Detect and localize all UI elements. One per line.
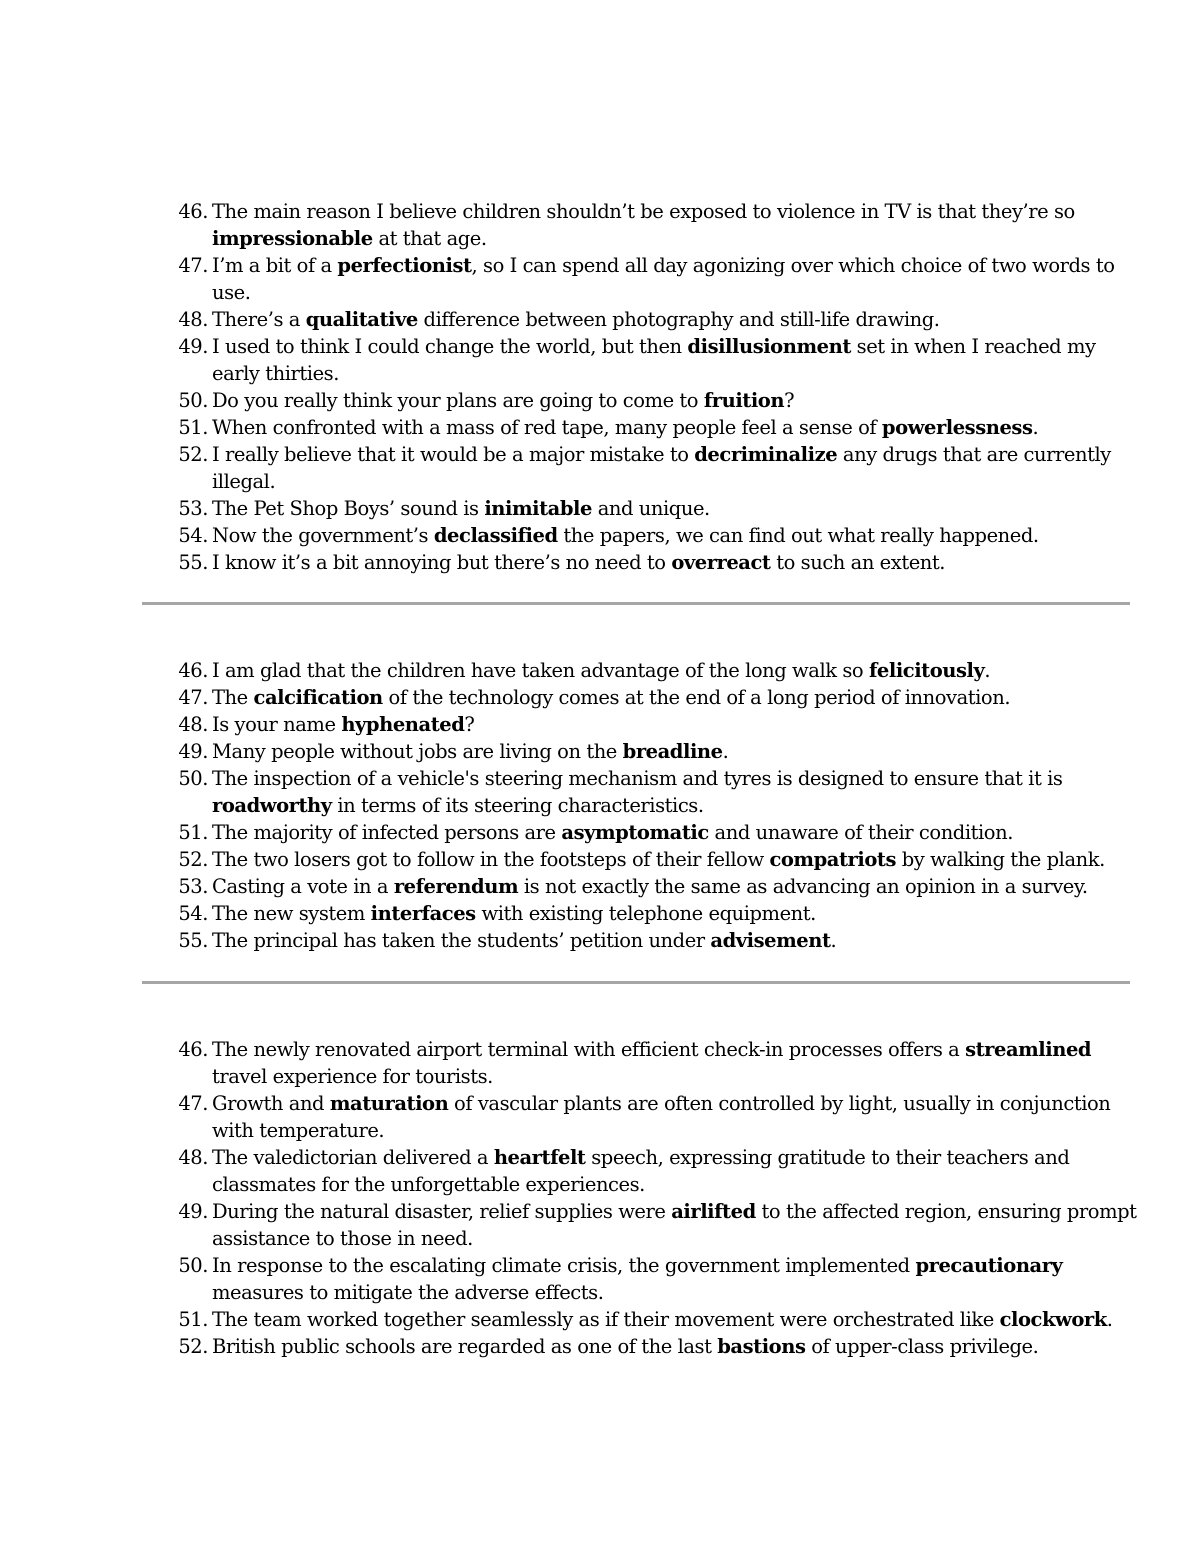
sentence-text: with existing telephone equipment. bbox=[475, 902, 816, 925]
sentence-list bbox=[172, 198, 1142, 576]
sentence-text: There’s a bbox=[212, 308, 306, 331]
item-number: 49. bbox=[178, 740, 208, 763]
vocab-term: decriminalize bbox=[694, 443, 838, 466]
list-item bbox=[172, 1306, 1142, 1333]
list-item bbox=[172, 198, 1142, 252]
sentence-text: Now the government’s bbox=[212, 524, 434, 547]
item-number: 46. bbox=[178, 200, 208, 223]
sentence-section-1 bbox=[172, 198, 1142, 576]
sentence-text: Many people without jobs are living on the bbox=[212, 740, 623, 763]
item-number: 50. bbox=[178, 767, 208, 790]
item-number: 54. bbox=[178, 902, 208, 925]
list-item bbox=[172, 927, 1142, 954]
sentence-text: set in when I reached my early thirties. bbox=[212, 335, 1096, 385]
list-item bbox=[172, 333, 1142, 387]
list-item bbox=[172, 657, 1142, 684]
sentence-text: Do you really think your plans are going to come to bbox=[212, 389, 704, 412]
item-number: 47. bbox=[178, 254, 208, 277]
list-item bbox=[172, 846, 1142, 873]
section-divider bbox=[142, 981, 1130, 984]
item-number: 47. bbox=[178, 1092, 208, 1115]
sentence-text: of upper-class privilege. bbox=[805, 1335, 1039, 1358]
sentence-text: by walking the plank. bbox=[895, 848, 1105, 871]
vocab-term: airlifted bbox=[671, 1200, 756, 1223]
item-number: 52. bbox=[178, 443, 208, 466]
list-item bbox=[172, 1333, 1142, 1360]
item-number: 51. bbox=[178, 1308, 208, 1331]
list-item bbox=[172, 765, 1142, 819]
item-number: 53. bbox=[178, 497, 208, 520]
sentence-text: . bbox=[1106, 1308, 1113, 1331]
sentence-text: I used to think I could change the world, but then bbox=[212, 335, 688, 358]
item-number: 46. bbox=[178, 1038, 208, 1061]
sentence-text: The Pet Shop Boys’ sound is bbox=[212, 497, 485, 520]
list-item bbox=[172, 441, 1142, 495]
item-number: 47. bbox=[178, 686, 208, 709]
item-number: 54. bbox=[178, 524, 208, 547]
sentence-list bbox=[172, 657, 1142, 954]
sentence-text: of the technology comes at the end of a long period of innovation. bbox=[382, 686, 1011, 709]
sentence-text: I really believe that it would be a major mistake to bbox=[212, 443, 695, 466]
vocab-term: hyphenated bbox=[341, 713, 465, 736]
sentence-text: The team worked together seamlessly as if their movement were orchestrated like bbox=[212, 1308, 1000, 1331]
item-number: 46. bbox=[178, 659, 208, 682]
sentence-text: measures to mitigate the adverse effects. bbox=[212, 1281, 604, 1304]
sentence-text: difference between photography and still-life drawing. bbox=[417, 308, 940, 331]
sentence-text: I am glad that the children have taken advantage of the long walk so bbox=[212, 659, 869, 682]
sentence-text: any drugs that are currently illegal. bbox=[212, 443, 1111, 493]
section-divider bbox=[142, 602, 1130, 605]
vocab-term: heartfelt bbox=[493, 1146, 586, 1169]
sentence-text: The two losers got to follow in the footsteps of their fellow bbox=[212, 848, 770, 871]
vocab-term: fruition bbox=[703, 389, 785, 412]
item-number: 49. bbox=[178, 1200, 208, 1223]
list-item bbox=[172, 1144, 1142, 1198]
sentence-text: The bbox=[212, 686, 254, 709]
list-item bbox=[172, 1252, 1142, 1306]
sentence-text: to such an extent. bbox=[770, 551, 946, 574]
list-item bbox=[172, 414, 1142, 441]
list-item bbox=[172, 306, 1142, 333]
sentence-text: Casting a vote in a bbox=[212, 875, 394, 898]
sentence-text: The valedictorian delivered a bbox=[212, 1146, 494, 1169]
sentence-text: The new system bbox=[212, 902, 371, 925]
list-item bbox=[172, 1090, 1142, 1144]
sentence-text: The principal has taken the students’ petition under bbox=[212, 929, 711, 952]
list-item bbox=[172, 711, 1142, 738]
sentence-text: During the natural disaster, relief supplies were bbox=[212, 1200, 672, 1223]
sentence-text: at that age. bbox=[372, 227, 487, 250]
vocab-term: advisement bbox=[710, 929, 831, 952]
list-item bbox=[172, 387, 1142, 414]
item-number: 55. bbox=[178, 551, 208, 574]
sentence-text: I’m a bit of a bbox=[212, 254, 338, 277]
item-number: 50. bbox=[178, 1254, 208, 1277]
vocab-term: maturation bbox=[329, 1092, 449, 1115]
vocab-term: referendum bbox=[393, 875, 519, 898]
vocab-term: roadworthy bbox=[212, 794, 332, 817]
vocab-term: inimitable bbox=[484, 497, 592, 520]
item-number: 48. bbox=[178, 713, 208, 736]
sentence-text: When confronted with a mass of red tape, many people feel a sense of bbox=[212, 416, 882, 439]
vocab-term: streamlined bbox=[965, 1038, 1092, 1061]
sentence-text: speech, expressing gratitude to their teachers and classmates for the unforgettable experiences. bbox=[212, 1146, 1070, 1196]
vocab-term: clockwork bbox=[999, 1308, 1107, 1331]
sentence-list bbox=[172, 1036, 1142, 1360]
list-item bbox=[172, 1198, 1142, 1252]
item-number: 50. bbox=[178, 389, 208, 412]
vocab-term: impressionable bbox=[212, 227, 373, 250]
sentence-text: the papers, we can find out what really happened. bbox=[557, 524, 1039, 547]
list-item bbox=[172, 495, 1142, 522]
list-item bbox=[172, 819, 1142, 846]
sentence-text: , so I can spend all day agonizing over which choice of two words to use. bbox=[212, 254, 1115, 304]
vocab-term: disillusionment bbox=[687, 335, 851, 358]
item-number: 52. bbox=[178, 848, 208, 871]
sentence-text: ? bbox=[464, 713, 475, 736]
sentence-text: to the affected region, ensuring prompt assistance to those in need. bbox=[212, 1200, 1137, 1250]
list-item bbox=[172, 738, 1142, 765]
sentence-text: ? bbox=[784, 389, 795, 412]
item-number: 49. bbox=[178, 335, 208, 358]
item-number: 53. bbox=[178, 875, 208, 898]
sentence-text: . bbox=[830, 929, 837, 952]
list-item bbox=[172, 900, 1142, 927]
sentence-text: . bbox=[722, 740, 729, 763]
vocab-term: declassified bbox=[433, 524, 558, 547]
sentence-section-3 bbox=[172, 1036, 1142, 1360]
list-item bbox=[172, 549, 1142, 576]
item-number: 48. bbox=[178, 308, 208, 331]
vocab-term: compatriots bbox=[769, 848, 896, 871]
vocab-term: felicitously bbox=[868, 659, 985, 682]
list-item bbox=[172, 1036, 1142, 1090]
vocab-term: precautionary bbox=[915, 1254, 1063, 1277]
sentence-text: of vascular plants are often controlled by light, usually in conjunction with temperature. bbox=[212, 1092, 1111, 1142]
sentence-text: The newly renovated airport terminal with efficient check-in processes offers a bbox=[212, 1038, 966, 1061]
sentence-text: in terms of its steering characteristics. bbox=[331, 794, 704, 817]
vocab-term: powerlessness bbox=[881, 416, 1033, 439]
sentence-text: Growth and bbox=[212, 1092, 330, 1115]
vocab-term: breadline bbox=[622, 740, 723, 763]
vocab-term: calcification bbox=[253, 686, 383, 709]
sentence-text: The majority of infected persons are bbox=[212, 821, 562, 844]
sentence-text: Is your name bbox=[212, 713, 342, 736]
vocab-term: interfaces bbox=[370, 902, 476, 925]
vocab-term: overreact bbox=[671, 551, 771, 574]
list-item bbox=[172, 522, 1142, 549]
item-number: 52. bbox=[178, 1335, 208, 1358]
sentence-text: travel experience for tourists. bbox=[212, 1065, 493, 1088]
sentence-text: and unique. bbox=[591, 497, 710, 520]
sentence-text: British public schools are regarded as one of the last bbox=[212, 1335, 718, 1358]
list-item bbox=[172, 684, 1142, 711]
item-number: 51. bbox=[178, 821, 208, 844]
sentence-text: The main reason I believe children shouldn’t be exposed to violence in TV is that they’re so bbox=[212, 200, 1075, 223]
item-number: 55. bbox=[178, 929, 208, 952]
vocab-term: qualitative bbox=[305, 308, 418, 331]
vocab-term: perfectionist bbox=[337, 254, 472, 277]
sentence-text: and unaware of their condition. bbox=[708, 821, 1013, 844]
item-number: 51. bbox=[178, 416, 208, 439]
list-item bbox=[172, 252, 1142, 306]
vocab-term: asymptomatic bbox=[561, 821, 709, 844]
sentence-text: . bbox=[984, 659, 991, 682]
sentence-section-2 bbox=[172, 657, 1142, 954]
sentence-text: The inspection of a vehicle's steering mechanism and tyres is designed to ensure that it is bbox=[212, 767, 1063, 790]
sentence-text: I know it’s a bit annoying but there’s no need to bbox=[212, 551, 672, 574]
list-item bbox=[172, 873, 1142, 900]
sentence-text: . bbox=[1032, 416, 1039, 439]
item-number: 48. bbox=[178, 1146, 208, 1169]
sentence-text: is not exactly the same as advancing an opinion in a survey. bbox=[518, 875, 1088, 898]
sentence-text: In response to the escalating climate crisis, the government implemented bbox=[212, 1254, 916, 1277]
vocab-term: bastions bbox=[717, 1335, 806, 1358]
